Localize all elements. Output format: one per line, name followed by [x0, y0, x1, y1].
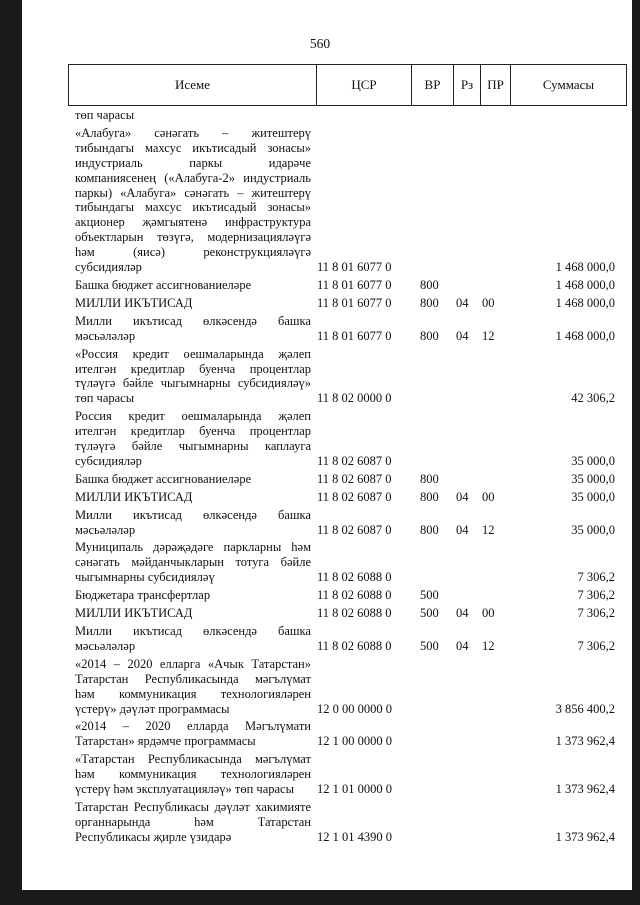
row-name — [75, 752, 311, 797]
row-name — [75, 490, 311, 505]
row-name-line: ителгән кредитлар буенча процентлар — [75, 424, 311, 439]
row-name-line: МИЛЛИ ИКЪТИСАД — [75, 489, 193, 504]
table-row — [75, 508, 615, 538]
table-row — [75, 624, 615, 654]
row-name — [75, 606, 311, 621]
row-csr: 11 8 02 6088 0 — [317, 570, 392, 585]
row-pr: 12 — [482, 638, 495, 653]
row-name-line: паркы) «Алабуга» сәнәгать – житештерү — [75, 185, 311, 200]
table-row — [75, 588, 615, 603]
row-csr: 11 8 01 6077 0 — [317, 260, 392, 275]
table-row — [75, 347, 615, 407]
row-name-line: Татарстан» ярдәмче программасы — [75, 734, 256, 749]
row-name-line: чыгымнарны субсидияләү — [75, 570, 215, 585]
row-name-line: «2014 – 2020 елларда Мәгълүмати — [75, 719, 311, 734]
table-row — [75, 108, 615, 123]
scan-edge-bottom — [0, 890, 640, 905]
row-vr: 500 — [420, 588, 439, 603]
row-sum: 35 000,0 — [571, 471, 615, 486]
row-name-line: МИЛЛИ ИКЪТИСАД — [75, 295, 193, 310]
row-name — [75, 278, 311, 293]
row-name-line: Муниципаль дәрәҗәдәге паркларны һәм — [75, 540, 311, 555]
row-name-line: Башка бюджет ассигнованиеләре — [75, 277, 252, 292]
row-pr: 00 — [482, 295, 495, 310]
row-csr: 11 8 02 6087 0 — [317, 522, 392, 537]
row-vr: 800 — [420, 277, 439, 292]
row-vr: 800 — [420, 328, 439, 343]
row-name — [75, 540, 311, 585]
row-name-line: һәм коммуникация технологияләрен — [75, 686, 311, 701]
table-row — [75, 126, 615, 275]
row-rz: 04 — [456, 328, 469, 343]
row-name-line: компаниясенең («Алабуга-2» индустриаль — [75, 170, 311, 185]
row-name-line: Бюджетара трансфертлар — [75, 588, 211, 603]
row-name-line: индустриаль паркы идарәче — [75, 155, 311, 170]
header-pr: ПР — [481, 65, 511, 105]
row-name — [75, 508, 311, 538]
row-name — [75, 314, 311, 344]
page-number: 560 — [309, 36, 331, 51]
row-sum: 35 000,0 — [571, 453, 615, 468]
row-name-line: «Алабуга» сәнәгать – житештерү — [75, 125, 311, 140]
row-name-line: «2014 – 2020 елларга «Ачык Татарстан» — [75, 656, 311, 671]
row-name-line: субсидияләр — [75, 453, 142, 468]
row-name-line: субсидияләр — [75, 260, 142, 275]
table-row — [75, 472, 615, 487]
row-name-line: органнарында һәм Татарстан — [75, 814, 311, 829]
row-vr: 500 — [420, 638, 439, 653]
row-rz: 04 — [456, 489, 469, 504]
table-row — [75, 752, 615, 797]
row-sum: 1 468 000,0 — [555, 295, 615, 310]
row-name — [75, 588, 311, 603]
row-csr: 11 8 01 6077 0 — [317, 277, 392, 292]
row-sum: 7 306,2 — [577, 606, 615, 621]
row-name-line: Милли икътисад өлкәсендә башка — [75, 624, 311, 638]
row-csr: 12 1 00 0000 0 — [317, 734, 392, 749]
table-row — [75, 606, 615, 621]
row-csr: 11 8 02 0000 0 — [317, 391, 392, 406]
header-sum: Суммасы — [542, 77, 595, 92]
scan-edge-left — [0, 0, 22, 905]
row-name-line: Милли икътисад өлкәсендә башка — [75, 507, 311, 522]
row-name-line: МИЛЛИ ИКЪТИСАД — [75, 606, 193, 621]
row-sum: 1 373 962,4 — [555, 734, 615, 749]
row-name-line: тибындагы махсус икътисадый зонасы» — [75, 140, 311, 155]
row-name-line: тибындагы махсус икътисадый зонасы» — [75, 200, 311, 215]
row-name-line: Татарстан Республикасы дәүләт хакимияте — [75, 799, 311, 814]
row-name-line: үстерү» дәүләт программасы — [75, 701, 230, 716]
row-csr: 12 0 00 0000 0 — [317, 701, 392, 716]
row-pr: 00 — [482, 606, 495, 621]
row-name-line: мәсьәләләр — [75, 522, 136, 537]
row-name — [75, 296, 311, 311]
row-name — [75, 108, 311, 123]
row-name — [75, 657, 311, 717]
row-csr: 11 8 01 6077 0 — [317, 295, 392, 310]
row-sum: 1 373 962,4 — [555, 782, 615, 797]
row-csr: 11 8 02 6087 0 — [317, 489, 392, 504]
row-vr: 800 — [420, 471, 439, 486]
row-sum: 1 373 962,4 — [555, 829, 615, 844]
table-row — [75, 278, 615, 293]
row-name — [75, 800, 311, 845]
row-name-line: һәм (яисә) реконструкцияләүгә — [75, 245, 311, 260]
row-name-line: акционер җәмгыятенә инфраструктура — [75, 215, 311, 230]
row-csr: 11 8 01 6077 0 — [317, 328, 392, 343]
row-name — [75, 472, 311, 487]
row-name — [75, 719, 311, 749]
row-sum: 1 468 000,0 — [555, 277, 615, 292]
table-row — [75, 490, 615, 505]
row-name-line: Милли икътисад өлкәсендә башка — [75, 313, 311, 328]
row-name — [75, 126, 311, 275]
header-vr: ВР — [412, 65, 454, 105]
row-vr: 500 — [420, 606, 439, 621]
row-sum: 42 306,2 — [571, 391, 615, 406]
row-name-line: мәсьәләләр — [75, 638, 136, 653]
row-name-line: Республикасы җирле үзидарә — [75, 829, 232, 844]
table-row — [75, 540, 615, 585]
row-name-line: «Россия кредит оешмаларында җәлеп — [75, 346, 311, 361]
row-sum: 7 306,2 — [577, 638, 615, 653]
row-pr: 00 — [482, 489, 495, 504]
row-csr: 11 8 02 6088 0 — [317, 588, 392, 603]
table-row — [75, 314, 615, 344]
row-rz: 04 — [456, 606, 469, 621]
row-name — [75, 409, 311, 469]
row-name-line: ителгән кредитлар буенча процентлар — [75, 361, 311, 376]
row-pr: 12 — [482, 328, 495, 343]
row-csr: 11 8 02 6088 0 — [317, 638, 392, 653]
row-pr: 12 — [482, 522, 495, 537]
row-csr: 11 8 02 6087 0 — [317, 471, 392, 486]
table-body — [75, 108, 615, 845]
row-vr: 800 — [420, 295, 439, 310]
row-name-line: мәсьәләләр — [75, 328, 136, 343]
row-csr: 11 8 02 6088 0 — [317, 606, 392, 621]
row-name-line: түләүгә бәйле чыгымнарны субсидияләү» — [75, 376, 311, 391]
row-name-line: түләүгә бәйле чыгымнарны каплауга — [75, 439, 311, 454]
scan-edge-right — [632, 0, 640, 905]
row-sum: 3 856 400,2 — [555, 701, 615, 716]
row-sum: 35 000,0 — [571, 489, 615, 504]
table-header — [68, 64, 627, 106]
row-csr: 12 1 01 4390 0 — [317, 829, 392, 844]
row-name — [75, 347, 311, 407]
row-name-line: төп чарасы — [75, 391, 135, 406]
table-row — [75, 296, 615, 311]
table-row — [75, 409, 615, 469]
row-csr: 11 8 02 6087 0 — [317, 453, 392, 468]
row-sum: 7 306,2 — [577, 588, 615, 603]
row-name-line: «Татарстан Республикасында мәгълүмат — [75, 752, 311, 767]
header-rz: Рз — [454, 65, 481, 105]
row-name-line: Татарстан Республикасында мәгълүмат — [75, 671, 311, 686]
row-rz: 04 — [456, 522, 469, 537]
row-name-line: Башка бюджет ассигнованиеләре — [75, 471, 252, 486]
row-name-line: төп чарасы — [75, 108, 135, 122]
row-csr: 12 1 01 0000 0 — [317, 782, 392, 797]
row-vr: 800 — [420, 489, 439, 504]
row-name-line: сәнәгать мәйданчыкларын тотуга бәйле — [75, 555, 311, 570]
table-row — [75, 657, 615, 717]
row-rz: 04 — [456, 295, 469, 310]
row-name-line: объектларын төзүгә, модернизацияләүгә — [75, 230, 311, 245]
row-name — [75, 624, 311, 654]
row-name-line: Россия кредит оешмаларында җәлеп — [75, 409, 311, 424]
row-name-line: үстерү һәм эксплуатацияләү» төп чарасы — [75, 782, 294, 797]
header-csr: ЦСР — [317, 65, 412, 105]
row-sum: 1 468 000,0 — [555, 328, 615, 343]
table-row — [75, 719, 615, 749]
row-sum: 1 468 000,0 — [555, 260, 615, 275]
row-name-line: һәм коммуникация технологияләрен — [75, 767, 311, 782]
row-sum: 7 306,2 — [577, 570, 615, 585]
table-row — [75, 800, 615, 845]
row-vr: 800 — [420, 522, 439, 537]
header-name: Исеме — [69, 65, 317, 105]
row-rz: 04 — [456, 638, 469, 653]
row-sum: 35 000,0 — [571, 522, 615, 537]
